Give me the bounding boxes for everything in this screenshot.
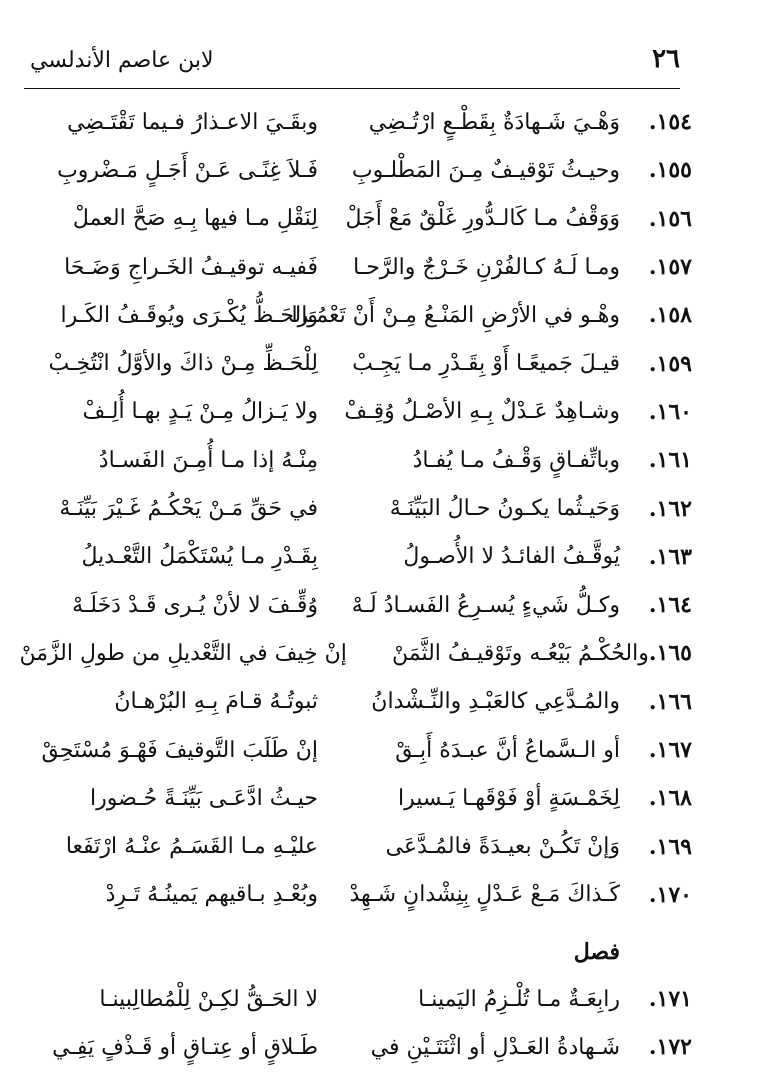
verse-number: ١٧١. [648, 986, 692, 1013]
verse-second-hemistich: لِلْحَـظِّ مِـنْ ذاكَ والأوَّلُ انْتُخِـبْ [48, 351, 318, 377]
verse-row [30, 484, 692, 532]
verse-number: ١٥٥. [648, 157, 692, 184]
verse-first-hemistich: وَهْـيَ شَـهادَةٌ بِقَطْـعٍ ارْتُـضِي [368, 109, 620, 135]
verse-row [30, 291, 692, 339]
verse-second-hemistich: لا الحَـقُّ لكِـنْ لِلْمُطالِبينـا [99, 986, 318, 1012]
verse-number: ١٥٤. [648, 109, 692, 136]
verse-row [30, 243, 692, 291]
verse-first-hemistich: شَـهادةُ العَـدْلِ أو اثْنَتَـيْنِ في [370, 1034, 620, 1060]
verse-row [30, 774, 692, 822]
verse-second-hemistich: لِنَقْلِ مـا فيها بِـهِ صَحَّ العملْ [72, 206, 318, 232]
verse-number: ١٦٢. [648, 495, 692, 522]
verse-number: ١٦٨. [648, 785, 692, 812]
verse-number: ١٥٧. [648, 254, 692, 281]
verse-number: ١٦٠. [648, 398, 692, 425]
verse-number: ١٦١. [648, 447, 692, 474]
running-title: لابن عاصم الأندلسي [30, 48, 214, 73]
verse-second-hemistich: طَـلاقٍ أو عِتـاقٍ أو قَـذْفٍ يَفِـي [52, 1034, 318, 1060]
verse-row [30, 146, 692, 194]
verse-first-hemistich: قيـلَ جَميعًـا أَوْ بِقَـدْرِ مـا يَجِـبْ [352, 351, 620, 377]
verse-number: ١٦٩. [648, 833, 692, 860]
verse-number: ١٦٤. [648, 592, 692, 619]
verse-second-hemistich: وُقِّـفَ لا لأنْ يُـرى قَـدْ دَخَلَـهْ [72, 592, 318, 618]
verse-first-hemistich: وحيـثُ تَوْقيـفٌ مِـنَ المَطْلـوبِ [351, 157, 620, 183]
verse-first-hemistich: يُوقَّـفُ الفائـدُ لا الأُصـولُ [403, 544, 620, 570]
verse-number: ١٦٧. [648, 737, 692, 763]
verse-number: ١٧٠. [648, 881, 692, 908]
verse-number: ١٧٢. [648, 1034, 692, 1061]
verse-list [19, 98, 692, 1072]
verse-first-hemistich: وكـلُّ شَيءٍ يُسـرِعُ الفَسـادُ لَـهْ [351, 592, 620, 618]
page-number: ٢٦ [652, 44, 680, 74]
verse-row [30, 726, 692, 774]
verse-first-hemistich: وشـاهِدٌ عَـدْلٌ بِـهِ الأصْـلُ وُقِـفْ [344, 399, 620, 425]
verse-row [30, 436, 692, 484]
verse-first-hemistich: والمُـدَّعِي كالعَبْـدِ والنِّـشْدانُ [371, 689, 620, 715]
verse-row [30, 822, 692, 870]
verse-second-hemistich: وبقَـيَ الاعـذارُ فـيما تَقْتَـضِي [67, 109, 318, 135]
verse-first-hemistich: رابِعَـةٌ مـا تُلْـزِمُ اليَمينـا [418, 986, 620, 1012]
verse-first-hemistich: أو الـسَّماعُ أنَّ عبـدَهُ أَبِـقْ [395, 737, 620, 763]
verse-second-hemistich: ولا يَـزالُ مِـنْ يَـدٍ بهـا أُلِـفْ [82, 399, 318, 425]
verse-first-hemistich: وَإنْ تَكُـنْ بعيـدَةً فالمُـدَّعَى [385, 834, 620, 860]
verse-second-hemistich: مِنْـهُ إذا مـا أُمِـنَ الفَسـادُ [98, 447, 318, 473]
verse-number: ١٥٩. [648, 350, 692, 377]
verse-number: ١٦٥. [648, 640, 692, 667]
verse-number: ١٥٦. [648, 205, 692, 232]
verse-second-hemistich: في حَقِّ مَـنْ يَحْكُـمُ غَـيْرَ بَيِّنَـهْ [59, 496, 318, 522]
section-heading: فصل [573, 939, 620, 966]
verse-row [19, 629, 692, 677]
verse-row [30, 581, 692, 629]
verse-row [30, 533, 692, 581]
verse-row [30, 975, 692, 1023]
verse-row [30, 339, 692, 387]
verse-first-hemistich: كَـذاكَ مَـعْ عَـدْلٍ بِنِشْدانٍ شَـهِدْ [349, 882, 620, 908]
verse-row [30, 98, 692, 146]
verse-row [30, 1023, 692, 1071]
verse-second-hemistich: فَفيـه توقيـفُ الخَـراجِ وَضَـحَا [64, 254, 318, 280]
verse-first-hemistich: وباتِّفـاقٍ وَقْـفُ مـا يُفـادُ [412, 447, 620, 473]
verse-first-hemistich: وهْـو في الأرْضِ المَنْـعُ مِـنْ أَنْ تَعْمُـرا [291, 302, 620, 328]
verse-first-hemistich: وَحَيـثُما يكـونُ حـالُ البَيِّنَـهْ [389, 496, 620, 522]
verse-row [30, 195, 692, 243]
verse-row [30, 388, 692, 436]
verse-first-hemistich: والحُكْـمُ بَيْعُـه وتَوْقيـفُ الثَّمَنْ [391, 640, 649, 666]
verse-first-hemistich: لِخَمْـسَةٍ أوْ فَوْقَهـا يَـسيرا [398, 785, 620, 811]
verse-second-hemistich: وبُعْـدِ بـاقيهم يَمينُـهُ تَـرِدْ [105, 882, 318, 908]
verse-second-hemistich: ثبوتُـهُ قـامَ بِـهِ البُرْهـانُ [114, 689, 318, 715]
verse-row [30, 678, 692, 726]
verse-row [30, 871, 692, 919]
verse-second-hemistich: بِقَـدْرِ مـا يُسْتَكْمَلُ التَّعْـديلُ [81, 544, 318, 570]
verse-second-hemistich: فَـلاَ غِنًـى عَـنْ أَجَـلٍ مَـضْروبِ [57, 157, 318, 183]
verse-number: ١٦٣. [648, 543, 692, 570]
verse-number: ١٦٦. [648, 688, 692, 715]
verse-first-hemistich: ومـا لَـهُ كـالفُرْنِ خَـرْجٌ والرَّحـا [353, 254, 620, 280]
page-header [24, 42, 680, 89]
verse-second-hemistich: حيـثُ ادَّعَـى بَيِّنَـةً حُـضورا [90, 785, 318, 811]
verse-number: ١٥٨. [648, 302, 692, 329]
verse-first-hemistich: وَوَقْفُ مـا كَالـدُّورِ غَلْقٌ مَعْ أَجَلْ [345, 206, 620, 232]
verse-second-hemistich: إنْ خِيفَ في التَّعْديلِ من طولِ الزَّمَنْ [19, 640, 347, 666]
verse-second-hemistich: إنْ طَلَبَ التَّوقيفَ فَهْـوَ مُسْتَحِقْ [41, 737, 318, 763]
verse-second-hemistich: عليْـهِ مـا القَسَـمُ عنْـهُ ارْتَفَعا [65, 834, 318, 860]
verse-second-hemistich: وَالحَـظُّ يُكْـرَى ويُوقَـفُ الكَـرا [60, 302, 318, 328]
